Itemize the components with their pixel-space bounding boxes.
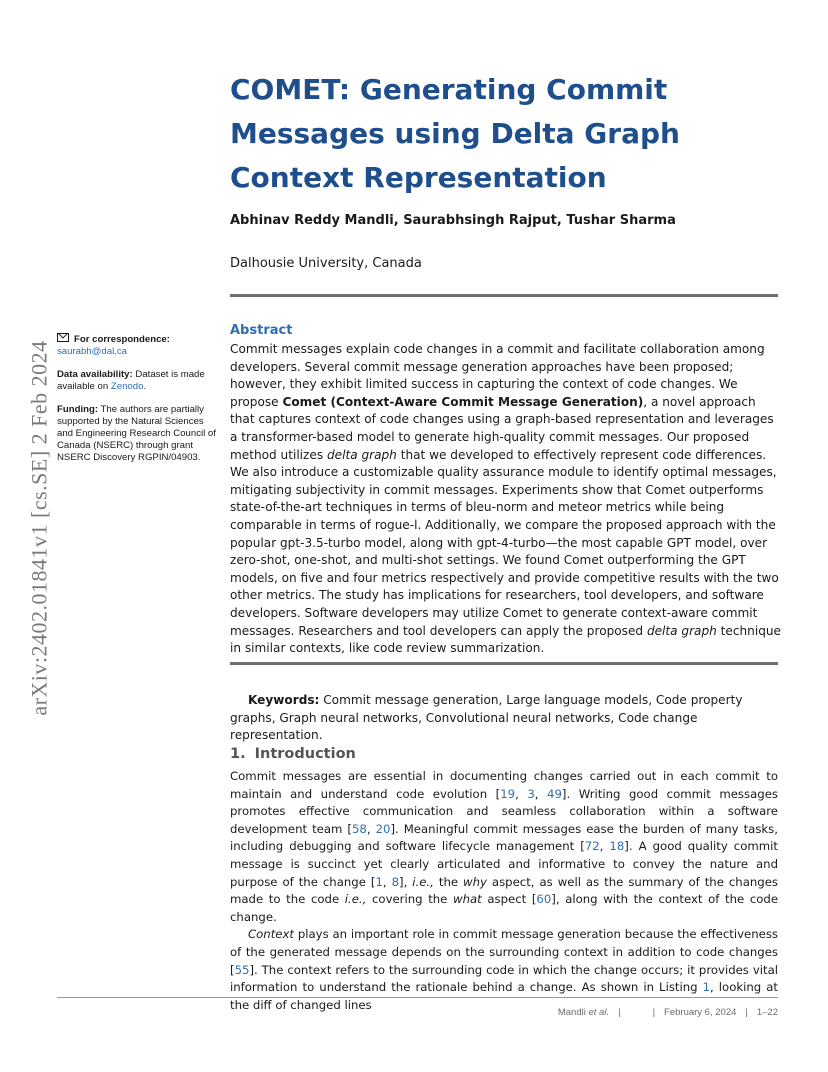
citation-link[interactable]: 19 [500,786,516,801]
citation-link[interactable]: 8 [391,874,400,889]
citation-link[interactable]: 3 [527,786,535,801]
abstract-body: Commit messages explain code changes in a commit and facilitate collaboration among developers. Several commit message generation approaches have been proposed; however, they exhibit limited success in capturing the context of code changes. We propose Comet (Context-Aware Commit Message Generation), a novel approach that captures context of code changes using a graph-based representation and leverages a transformer-based model to generate high-quality commit messages. Our proposed method utilizes delta graph that we developed to effectively represent code differences. We also introduce a customizable quality assurance module to identify optimal messages, mitigating subjectivity in commit messages. Experiments show that Comet outperforms state-of-the-art techniques in terms of bleu-norm and meteor metrics while being comparable in terms of rogue-l. Additionally, we compare the proposed approach with the popular gpt-3.5-turbo model, along with gpt-4-turbo—the most capable GPT model, over zero-shot, one-shot, and multi-shot settings. We found Comet outperforming the GPT models, on five and four metrics respectively and provide competitive results with the two other metrics. The study has implications for researchers, tool developers, and software developers. Software developers may utilize Comet to generate context-aware commit messages. Researchers and tool developers can apply the proposed delta graph technique in similar contexts, like code review summarization. [230,342,781,656]
funding-text: The authors are partially supported by the Natural Sciences and Engineering Research Council of Canada (NSERC) through grant NSERC Discovery RGPIN/04903. [57,404,216,463]
comet-expansion: Context-Aware Commit Message Generation [335,394,638,409]
funding-block [57,404,217,464]
citation-link[interactable]: 58 [351,821,367,836]
correspondence-block [57,333,217,358]
keywords-text: Commit message generation, Large language models, Code property graphs, Graph neural networks, Convolutional neural networks, Code change representation. [230,693,743,743]
citation-link[interactable]: 60 [536,892,552,907]
citation-link[interactable]: 55 [234,962,250,977]
footer-rule [57,997,778,998]
data-availability-label: Data availability: [57,369,133,380]
intro-paragraph: Context plays an important role in commit message generation because the effectiveness of the generated message depends on the surrounding context in addition to code changes [55]. The context refers to the surrounding code in which the change occurs; it provides vital information to understand the rationale behind a change. As shown in Listing 1, looking at the diff of changed lines [230,927,778,1012]
page-footer: Mandli et al. | | February 6, 2024 | 1–22 [557,1007,778,1018]
top-rule [230,294,778,297]
citation-link[interactable]: 49 [547,786,562,801]
keywords [230,692,782,745]
footer-etal: et al. [588,1007,610,1018]
section-number: 1. [230,746,246,762]
citation-link[interactable]: 1 [375,874,383,889]
footer-date: February 6, 2024 [664,1007,737,1018]
citation-link[interactable]: 20 [375,821,391,836]
section-title: Introduction [254,746,356,762]
footer-pages: 1–22 [756,1007,778,1018]
sidebar-notes [57,333,217,475]
introduction-body [230,768,778,1014]
correspondence-email-link[interactable]: saurabh@dal.ca [57,346,128,357]
envelope-icon [57,333,69,342]
bottom-rule [230,662,778,665]
data-availability-block: Data availability: Dataset is made available on Zenodo. [57,369,205,392]
correspondence-label: For correspondence: [74,334,170,345]
footer-author: Mandli [557,1007,586,1018]
arxiv-stamp [20,300,60,756]
keywords-label: Keywords: [248,693,320,707]
abstract-heading: Abstract [230,323,293,338]
zenodo-link[interactable]: Zenodo [110,381,144,392]
intro-paragraph: Commit messages are essential in documenting changes carried out in each commit to maintain and understand code evolution [19, 3, 49]. Writing good commit messages promotes effective communication and seamless collaboration within a software development team [58, 20]. Meaningful commit messages ease the burden of many tasks, including debugging and software lifecycle management [72, 18]. A good quality commit message is succinct yet clearly articulated and informative to convey the nature and purpose of the change [1, 8], i.e., the why aspect, as well as the summary of the changes made to the code i.e., covering the what aspect [60], along with the context of the code change. [230,769,779,924]
arxiv-stamp-text: arXiv:2402.01841v1 [cs.SE] 2 Feb 2024 [27,340,53,716]
data-availability-text: Dataset is made available on [57,369,205,392]
citation-link[interactable]: 18 [609,839,625,854]
paper-title: COMET: Generating Commit Messages using Delta Graph Context Representation [230,73,680,194]
affiliation: Dalhousie University, Canada [230,256,422,271]
listing-link[interactable]: 1 [702,980,711,995]
comet-name: Comet [282,394,327,409]
section-heading [230,746,356,762]
author-list: Abhinav Reddy Mandli, Saurabhsingh Rajput, Tushar Sharma [230,213,676,228]
funding-label: Funding: [57,404,99,415]
citation-link[interactable]: 72 [584,839,600,854]
